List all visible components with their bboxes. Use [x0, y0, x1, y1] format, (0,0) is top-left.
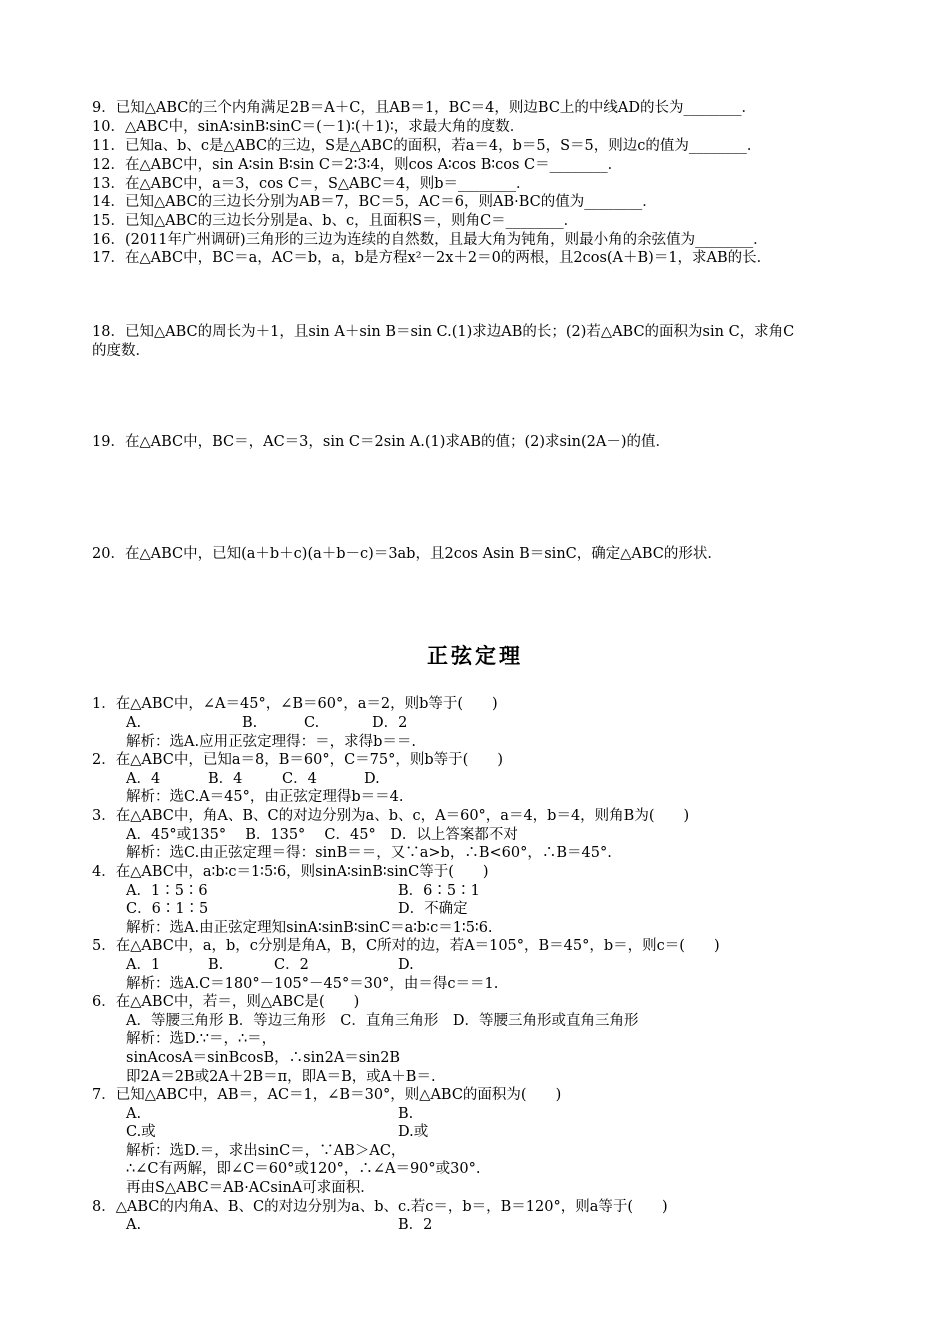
option-b: B．4	[208, 771, 243, 787]
option-b: B．2	[398, 1217, 433, 1233]
option-a: A.	[126, 715, 142, 731]
problem-2-options	[126, 770, 880, 789]
problem-8-options	[126, 1216, 880, 1235]
problem-3: 3．在△ABC中，角A、B、C的对边分别为a、b、c，A＝60°，a＝4，b＝4，则角B为( )	[92, 808, 690, 824]
problem-7: 7．已知△ABC中，AB＝，AC＝1，∠B＝30°，则△ABC的面积为( )	[92, 1087, 562, 1103]
option-c: C.或	[126, 1124, 156, 1140]
option-c: C.	[304, 715, 320, 731]
option-d: D．2	[372, 715, 408, 731]
problem-8: 8．△ABC的内角A、B、C的对边分别为a、b、c.若c＝，b＝，B＝120°，则a等于( )	[92, 1199, 668, 1215]
problem-4-options-row2	[126, 900, 880, 919]
problem-2-solution: 解析：选C.A＝45°，由正弦定理得b＝＝4.	[126, 789, 404, 805]
problem-1: 1．在△ABC中，∠A＝45°，∠B＝60°，a＝2，则b等于( )	[92, 696, 498, 712]
question-10: 10．△ABC中，sinA∶sinB∶sinC＝(－1)∶(＋1)∶，求最大角的度数．	[92, 119, 525, 135]
problem-6-options: A．等腰三角形 B．等边三角形 C．直角三角形 D．等腰三角形或直角三角形	[126, 1013, 639, 1029]
problem-7-options-row2	[126, 1123, 880, 1142]
problem-5-options	[126, 956, 880, 975]
question-15: 15．已知△ABC的三边长分别是a、b、c，且面积S＝，则角C＝________．	[92, 213, 579, 229]
question-12: 12．在△ABC中，sin A∶sin B∶sin C＝2∶3∶4，则cos A∶cos B∶cos C＝________．	[92, 157, 623, 173]
option-a: A.	[126, 1217, 142, 1233]
option-b: B.	[242, 715, 258, 731]
problem-6: 6．在△ABC中，若＝，则△ABC是( )	[92, 994, 360, 1010]
option-c: C．4	[282, 771, 317, 787]
option-a: A.	[126, 1106, 142, 1122]
question-13: 13．在△ABC中，a＝3，cos C＝，S△ABC＝4，则b＝________．	[92, 176, 531, 192]
option-b: B．6∶5∶1	[398, 883, 480, 899]
question-16: 16．(2011年广州调研)三角形的三边为连续的自然数，且最大角为钝角，则最小角的余弦值为________．	[92, 232, 768, 248]
problem-3-solution: 解析：选C.由正弦定理＝得：sinB＝＝，又∵a>b，∴B<60°，∴B＝45°.	[126, 845, 612, 861]
question-20: 20．在△ABC中，已知(a＋b＋c)(a＋b－c)＝3ab，且2cos Asin B＝sinC，确定△ABC的形状．	[92, 546, 722, 562]
option-d: D.	[364, 771, 380, 787]
option-d: D.或	[398, 1124, 429, 1140]
problem-6-solution-3: 即2A＝2B或2A＋2B＝π，即A＝B，或A＋B＝.	[126, 1069, 436, 1085]
problem-6-solution-2: sinAcosA＝sinBcosB，∴sin2A＝sin2B	[126, 1050, 401, 1066]
option-a: A．1	[126, 957, 161, 973]
problem-1-solution: 解析：选A.应用正弦定理得：＝，求得b＝＝.	[126, 734, 416, 750]
problem-6-solution-1: 解析：选D.∵＝，∴＝，	[126, 1031, 277, 1047]
option-d: D．不确定	[398, 901, 468, 917]
option-b: B.	[208, 957, 224, 973]
question-18-cont: 的度数．	[92, 343, 150, 359]
question-11: 11．已知a、b、c是△ABC的三边，S是△ABC的面积，若a＝4，b＝5，S＝5，则边c的值为________．	[92, 138, 762, 154]
option-a: A．1∶5∶6	[126, 883, 208, 899]
problem-5-solution: 解析：选A.C＝180°－105°－45°＝30°，由＝得c＝＝1.	[126, 976, 499, 992]
question-19: 19．在△ABC中，BC＝，AC＝3，sin C＝2sin A.(1)求AB的值；(2)求sin(2A－)的值．	[92, 434, 670, 450]
problem-1-options	[126, 714, 880, 733]
problem-7-solution-2: ∴∠C有两解，即∠C＝60°或120°，∴∠A＝90°或30°.	[126, 1161, 481, 1177]
option-b: B.	[398, 1106, 414, 1122]
problem-2: 2．在△ABC中，已知a＝8，B＝60°，C＝75°，则b等于( )	[92, 752, 503, 768]
problem-7-solution-1: 解析：选D.＝，求出sinC＝，∵AB＞AC，	[126, 1143, 406, 1159]
question-17: 17．在△ABC中，BC＝a，AC＝b，a，b是方程x²－2x＋2＝0的两根，且2cos(A＋B)＝1，求AB的长．	[92, 250, 772, 266]
question-18: 18．已知△ABC的周长为＋1，且sin A＋sin B＝sin C.(1)求边AB的长；(2)若△ABC的面积为sin C，求角C	[92, 324, 795, 340]
problem-3-options: A．45°或135° B．135° C．45° D．以上答案都不对	[126, 827, 518, 843]
problem-7-solution-3: 再由S△ABC＝AB·ACsinA可求面积．	[126, 1180, 375, 1196]
section-title: 正弦定理	[427, 644, 523, 668]
option-a: A．4	[126, 771, 161, 787]
option-d: D.	[398, 957, 414, 973]
problem-7-options-row1	[126, 1105, 880, 1124]
question-9: 9．已知△ABC的三个内角满足2B＝A＋C，且AB＝1，BC＝4，则边BC上的中线AD的长为________．	[92, 100, 757, 116]
option-c: C．6∶1∶5	[126, 901, 209, 917]
problem-4-options-row1	[126, 882, 880, 901]
option-c: C．2	[274, 957, 309, 973]
problem-4: 4．在△ABC中，a∶b∶c＝1∶5∶6，则sinA∶sinB∶sinC等于( )	[92, 864, 489, 880]
question-14: 14．已知△ABC的三边长分别为AB＝7，BC＝5，AC＝6，则AB·BC的值为________．	[92, 194, 657, 210]
problem-4-solution: 解析：选A.由正弦定理知sinA∶sinB∶sinC＝a∶b∶c＝1∶5∶6.	[126, 920, 493, 936]
problem-5: 5．在△ABC中，a，b，c分别是角A，B，C所对的边，若A＝105°，B＝45°，b＝，则c＝( )	[92, 938, 720, 954]
